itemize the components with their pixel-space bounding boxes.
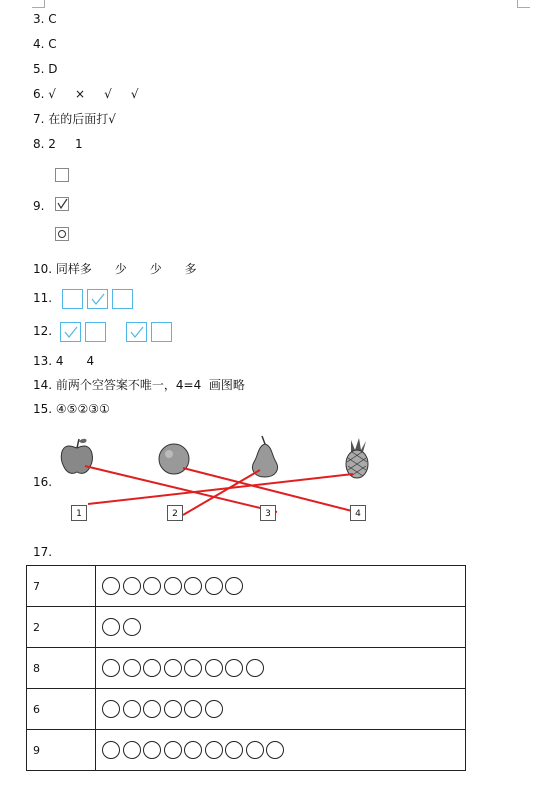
circle-icon xyxy=(246,741,264,759)
corner-mark-left xyxy=(32,0,45,8)
pineapple-icon xyxy=(346,438,368,478)
q11-box-2 xyxy=(87,289,108,309)
table-row xyxy=(27,648,466,689)
match-label-1: 1 xyxy=(71,505,87,521)
circle-icon xyxy=(123,700,141,718)
circle-icon xyxy=(225,659,243,677)
pear-icon xyxy=(252,436,277,477)
circle-icon xyxy=(164,700,182,718)
table-row xyxy=(27,607,466,648)
circle-icon xyxy=(205,700,223,718)
circle-icon xyxy=(102,700,120,718)
circle-icon xyxy=(123,741,141,759)
circle-icon xyxy=(164,577,182,595)
row-number: 6 xyxy=(27,689,96,730)
check-icon xyxy=(130,326,144,338)
circle-cell xyxy=(96,607,466,648)
answer-7: 7. 在的后面打√ xyxy=(33,112,116,126)
match-label-2: 2 xyxy=(167,505,183,521)
fruit-matching-figure xyxy=(55,432,395,532)
answer-4: 4. C xyxy=(33,37,57,51)
q17-table xyxy=(26,565,466,771)
circle-icon xyxy=(225,741,243,759)
table-row xyxy=(27,689,466,730)
circle-cell xyxy=(96,648,466,689)
match-label-4: 4 xyxy=(350,505,366,521)
circle-icon xyxy=(164,741,182,759)
circle-icon xyxy=(102,577,120,595)
circle-icon xyxy=(246,659,264,677)
table-row xyxy=(27,566,466,607)
row-number: 9 xyxy=(27,730,96,771)
orange-icon xyxy=(159,444,189,474)
circle-icon xyxy=(143,577,161,595)
circle-icon xyxy=(102,741,120,759)
answer-5: 5. D xyxy=(33,62,58,76)
circle-icon xyxy=(184,700,202,718)
circle-icon xyxy=(266,741,284,759)
table-row xyxy=(27,730,466,771)
circle-icon xyxy=(143,741,161,759)
answer-11: 11. xyxy=(33,291,53,305)
check-icon xyxy=(64,326,78,338)
q9-circle-box xyxy=(55,227,69,241)
circle-icon xyxy=(123,659,141,677)
answer-14: 14. 前两个空答案不唯一，4=4 画图略 xyxy=(33,378,245,392)
circle-icon xyxy=(143,700,161,718)
answer-13: 13. 4 4 xyxy=(33,354,95,368)
circle-icon xyxy=(123,618,141,636)
answer-9: 9. xyxy=(33,199,45,213)
circle-icon xyxy=(164,659,182,677)
answer-12: 12. xyxy=(33,324,53,338)
row-number: 8 xyxy=(27,648,96,689)
q11-box-1 xyxy=(62,289,83,309)
circle-icon xyxy=(205,659,223,677)
circle-icon xyxy=(143,659,161,677)
q11-box-3 xyxy=(112,289,133,309)
answer-16: 16. xyxy=(33,475,53,489)
match-label-3: 3 xyxy=(260,505,276,521)
check-icon xyxy=(56,198,68,210)
answer-3: 3. C xyxy=(33,12,57,26)
circle-icon xyxy=(184,741,202,759)
corner-mark-right xyxy=(517,0,530,8)
q12-box-1 xyxy=(60,322,81,342)
q9-checked-box xyxy=(55,197,69,211)
row-number: 7 xyxy=(27,566,96,607)
q12-box-2 xyxy=(85,322,106,342)
row-number: 2 xyxy=(27,607,96,648)
answer-8: 8. 2 1 xyxy=(33,137,83,151)
q12-box-4 xyxy=(151,322,172,342)
circle-icon xyxy=(123,577,141,595)
answer-17: 17. xyxy=(33,545,53,559)
circle-icon xyxy=(56,228,68,240)
q12-box-3 xyxy=(126,322,147,342)
circle-cell xyxy=(96,689,466,730)
answer-6: 6. √ × √ √ xyxy=(33,87,139,101)
circle-icon xyxy=(102,618,120,636)
circle-cell xyxy=(96,566,466,607)
circle-icon xyxy=(102,659,120,677)
check-icon xyxy=(91,293,105,305)
circle-icon xyxy=(205,741,223,759)
answer-10: 10. 同样多 少 少 多 xyxy=(33,262,197,276)
circle-icon xyxy=(184,577,202,595)
circle-icon xyxy=(205,577,223,595)
answer-15: 15. ④⑤②③① xyxy=(33,402,110,416)
q9-empty-box xyxy=(55,168,69,182)
circle-icon xyxy=(225,577,243,595)
circle-cell xyxy=(96,730,466,771)
circle-icon xyxy=(184,659,202,677)
apple-icon xyxy=(61,439,92,474)
